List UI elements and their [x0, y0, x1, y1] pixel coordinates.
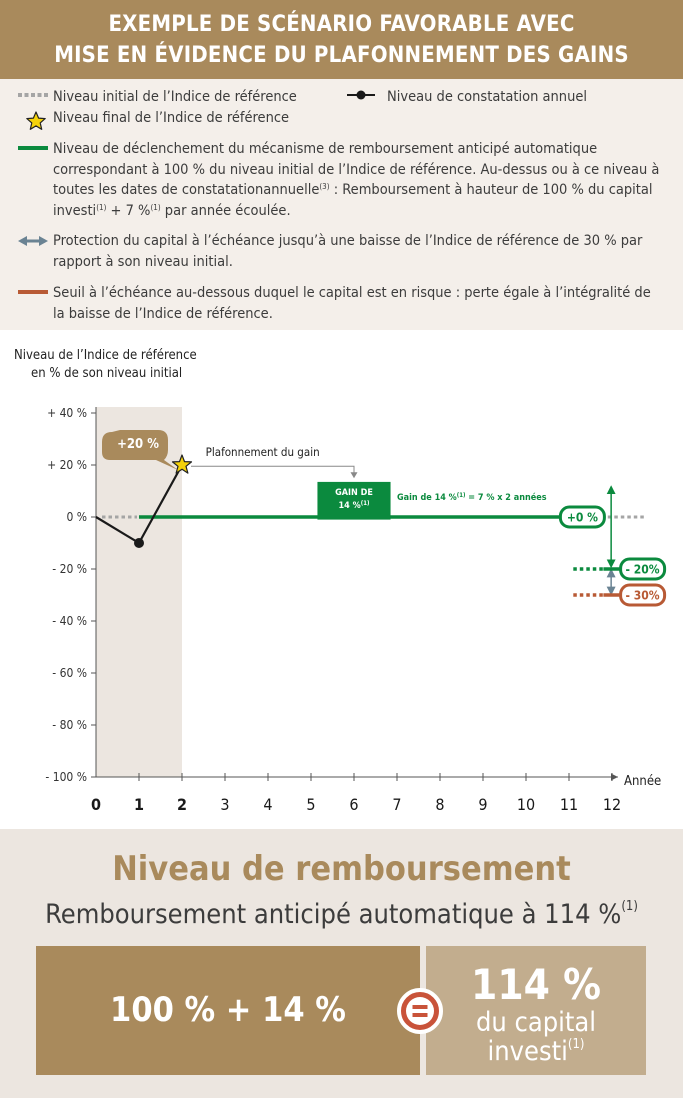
y-tick — [47, 458, 96, 472]
equals-icon — [397, 988, 443, 1034]
observation-point-year1 — [134, 538, 144, 548]
star-icon — [26, 111, 46, 130]
y-tick-label: - 80 % — [52, 718, 87, 732]
y-tick — [45, 770, 96, 784]
y-tick — [52, 718, 96, 732]
gain-box-line1: GAIN DE — [335, 487, 373, 498]
x-tick-label: 12 — [602, 795, 622, 814]
formula-box: 100 % + 14 % — [36, 946, 420, 1075]
x-tick — [134, 773, 144, 814]
x-tick — [392, 773, 401, 814]
y-tick-label: - 60 % — [52, 666, 87, 680]
x-tick — [435, 773, 444, 814]
legend-protection — [53, 231, 642, 272]
x-tick-label: 1 — [133, 795, 145, 814]
x-tick-label: 3 — [220, 795, 230, 814]
y-tick — [52, 562, 96, 576]
y-axis-ticks — [45, 406, 96, 784]
x-tick-label: 8 — [435, 795, 445, 814]
cap-label: Plafonnement du gain — [205, 444, 320, 459]
y-tick — [47, 406, 96, 420]
y-tick — [66, 510, 96, 524]
result-panel — [0, 829, 683, 1098]
y-tick-label: + 40 % — [47, 406, 87, 420]
minus20-badge-text: - 20% — [625, 562, 660, 577]
page-header — [0, 0, 683, 79]
observation-dot-line-icon — [347, 90, 375, 100]
x-tick-label: 10 — [516, 795, 536, 814]
legend-protection-line2: rapport à son niveau initial. — [53, 253, 233, 270]
x-tick-label: 4 — [263, 795, 273, 814]
y-tick-label: + 20 % — [47, 458, 87, 472]
legend-protection-line1: Protection du capital à l’échéance jusqu’à une baisse de l’Indice de référence de 30 % par — [53, 233, 643, 249]
gain-badge-text: +20 % — [117, 437, 159, 452]
total-box — [426, 946, 646, 1075]
x-axis-label: Année — [624, 774, 662, 789]
chart-area — [0, 330, 683, 830]
x-tick — [517, 773, 535, 814]
legend-trigger-line1: Niveau de déclenchement du mécanisme de remboursement anticipé automatique — [53, 141, 598, 157]
legend-trigger-line4: investi$^{(1)}$ + 7 %$^{(1)}$ par année écoulée. — [53, 202, 291, 219]
legend-threshold-line2: la baisse de l’Indice de référence. — [53, 305, 273, 322]
y-axis-label-line1: Niveau de l’Indice de référence — [14, 348, 197, 363]
x-tick-label: 2 — [176, 795, 188, 814]
observation-period-shade — [96, 407, 182, 777]
x-tick-label: 5 — [306, 795, 316, 814]
initial-level-dotted-icon — [18, 91, 48, 99]
x-tick — [177, 773, 187, 814]
legend-threshold — [53, 283, 651, 324]
legend-threshold-line1: Seuil à l’échéance au-dessous duquel le capital est en risque : perte égale à l’intégralité de — [53, 285, 651, 301]
y-axis-label-line2: en % de son niveau initial — [31, 366, 183, 381]
cap-bracket — [191, 466, 354, 473]
trigger-line-icon — [18, 145, 48, 151]
legend-trigger — [53, 139, 659, 221]
x-tick-label: 6 — [349, 795, 359, 814]
legend-final-level: Niveau final de l’Indice de référence — [53, 110, 290, 126]
x-axis-ticks — [91, 773, 621, 814]
chart-svg — [0, 330, 683, 830]
y-tick-label: - 20 % — [52, 562, 87, 576]
x-tick — [220, 773, 229, 814]
result-title: Niveau de remboursement — [112, 849, 571, 889]
legend-panel — [0, 79, 683, 330]
x-tick — [91, 795, 101, 814]
total-value: 114 % — [471, 960, 601, 1009]
legend-trigger-line2: correspondant à 100 % du niveau initial de l’Indice de référence. Au-dessus ou à ce niveau à — [53, 161, 660, 178]
x-tick-label: 9 — [478, 795, 488, 814]
total-caption-line1: du capital — [475, 1007, 597, 1038]
x-tick-label: 11 — [559, 795, 579, 814]
y-tick-label: 0 % — [66, 510, 87, 524]
gain-box-line2: 14 %$^{(1)}$ — [338, 499, 370, 511]
gain-calculation: Gain de 14 %$^{(1)}$ = 7 % x 2 années — [397, 492, 547, 504]
total-caption-line2: investi$^{(1)}$ — [487, 1036, 585, 1067]
x-tick — [478, 773, 487, 814]
x-tick-label: 0 — [90, 795, 102, 814]
legend-trigger-line3: toutes les dates de constatationannuelle$^{(3)}$ : Remboursement à hauteur de 100 % du capital — [53, 182, 653, 198]
header-title-line2: MISE EN ÉVIDENCE DU PLAFONNEMENT DES GAINS — [54, 43, 629, 68]
x-tick — [349, 773, 358, 814]
x-tick — [306, 773, 315, 814]
result-subtitle: Remboursement anticipé automatique à 114 %$^{(1)}$ — [45, 899, 638, 930]
y-tick-label: - 40 % — [52, 614, 87, 628]
header-title-line1: EXEMPLE DE SCÉNARIO FAVORABLE AVEC — [108, 12, 575, 37]
cap-arrow-head — [351, 472, 358, 478]
x-tick — [263, 773, 272, 814]
legend-annual-observation: Niveau de constatation annuel — [387, 89, 587, 105]
minus30-badge-text: - 30% — [625, 588, 660, 603]
x-axis-arrow — [611, 774, 618, 781]
x-tick-label: 7 — [392, 795, 402, 814]
x-tick — [560, 773, 578, 814]
y-tick — [52, 614, 96, 628]
double-arrow-icon — [18, 235, 48, 247]
threshold-line-icon — [18, 289, 48, 295]
y-tick — [52, 666, 96, 680]
y-tick-label: - 100 % — [45, 770, 87, 784]
legend-initial-level: Niveau initial de l’Indice de référence — [53, 89, 297, 105]
trigger-badge-text: +0 % — [566, 510, 598, 525]
